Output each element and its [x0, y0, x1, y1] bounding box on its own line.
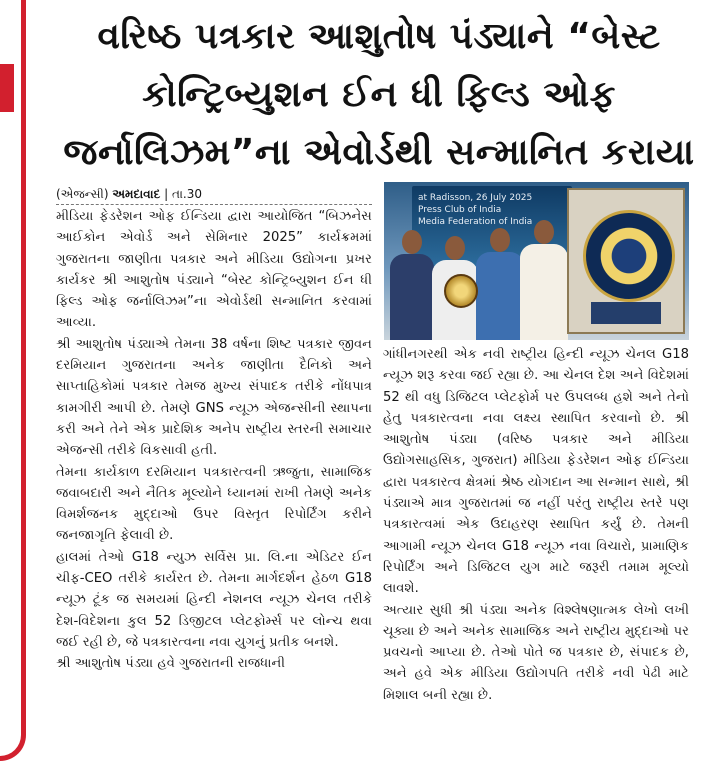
dateline-separator: | — [164, 187, 169, 201]
page-edge-border — [0, 0, 26, 761]
person-figure — [520, 220, 568, 340]
person-figure — [476, 228, 524, 340]
banner-line: at Radisson, 26 July 2025 — [418, 193, 533, 203]
headline: વરિષ્ઠ પત્રકાર આશુતોષ પંડ્યાને “બેસ્ટ કોન્ટ્રિબ્યુશન ઈન ધી ફિલ્ડ ઓફ જર્નાલિઝમ”ના એવોર્ડથી સન્માનિત કરાયા — [63, 16, 695, 173]
city-label: અમદાવાદ — [112, 187, 161, 201]
agency-label: (એજન્સી) — [56, 187, 109, 201]
paragraph: શ્રી આશુતોષ પંડ્યા હવે ગુજરાતની રાજધાની — [56, 656, 286, 672]
award-plaque-inset — [567, 188, 685, 334]
edge-color-tab — [0, 64, 14, 112]
paragraph: ગાંધીનગરથી એક નવી રાષ્ટ્રીય હિન્દી ન્યૂઝ ચેનલ G18 ન્યૂઝ શરૂ કરવા જઈ રહ્યા છે. આ ચેનલ દેશ અને વિદેશમાં 52 થી વધુ ડિજિટલ પ્લેટફોર્મ પર ઉપલબ્ધ હશે અને તેનો હેતુ પત્રકારત્વના નવા લક્ષ્ય સ્થાપિત કરવાનો છે. શ્રી આશુતોષ પંડ્યા (વરિષ્ઠ પત્રકાર અને મીડિયા ઉદ્યોગસાહસિક, ગુજરાત) મીડિયા ફેડરેશન ઓફ ઈન્ડિયા દ્વારા પત્રકારત્વ ક્ષેત્રમાં શ્રેષ્ઠ યોગદાન આ સન્માન સાથે, શ્રી પંડ્યાએ માત્ર ગુજરાતમાં જ નહીં પરંતુ રાષ્ટ્રીય સ્તરે પણ પત્રકારત્વમાં એક ઉદાહરણ સ્થાપિત કર્યું છે. તેમની આગામી ન્યૂઝ ચેનલ G18 ન્યૂઝ નવા વિચારો, પ્રામાણિક રિપોર્ટિંગ અને ડિજિટલ યુગ માટે જરૂરી તમામ મૂલ્યો લાવશે. — [383, 347, 689, 597]
article-column-1 — [56, 206, 372, 675]
plaque-nameplate — [591, 302, 661, 324]
award-ceremony-photo — [384, 182, 689, 340]
banner-line: Press Club of India — [418, 205, 502, 215]
person-figure — [390, 230, 434, 340]
date-label: તા.30 — [171, 187, 202, 201]
article-column-2 — [383, 344, 689, 706]
federation-seal-icon — [583, 210, 675, 302]
paragraph: તેમના કાર્યકાળ દરમિયાન પત્રકારત્વની ઋજુતા, સામાજિક જવાબદારી અને નૈતિક મૂલ્યોને ધ્યાનમાં રાખી તેમણે અનેક વિમર્શજનક મુદ્દાઓ ઉપર વિસ્તૃત રિપોર્ટિંગ કરીને જનજાગૃતિ ફેલાવી છે. — [56, 464, 372, 544]
paragraph: શ્રી આશુતોષ પંડ્યાએ તેમના 38 વર્ષના શિષ્ટ પત્રકાર જીવન દરમિયાન ગુજરાતના અનેક જાણીતા દૈનિકો અને સાપ્તાહિકોમાં પત્રકાર તેમજ મુખ્ય સંપાદક તરીકે નોંધપાત્ર કામગીરી આપી છે. તેમણે GNS ન્યૂઝ એજન્સીની સ્થાપના કરી અને તેને એક પ્રાદેશિક અનેપ રાષ્ટ્રીય સ્તરની સમાચાર એજન્સી તરીકે વિકસાવી હતી. — [56, 336, 372, 459]
paragraph: હાલમાં તેઓ G18 ન્યુઝ સર્વિસ પ્રા. લિ.ના એડિટર ઈન ચીફ-CEO તરીકે કાર્યરત છે. તેમના માર્ગદર્શન હેઠળ G18 ન્યૂઝ ટૂંક જ સમયમાં હિન્દી નેશનલ ન્યૂઝ ચેનલ તરીકે દેશ-વિદેશના કુલ 52 ડિજીટલ પ્લેટફોર્મ્સ પર લોન્ચ થવા જઈ રહી છે, જે પત્રકારત્વના નવા યુગનું પ્રતીક બનશે. — [56, 549, 372, 650]
paragraph: અત્યાર સુધી શ્રી પંડ્યા અનેક વિશ્લેષણાત્મક લેખો લખી ચૂક્યા છે અને અનેક સામાજિક અને રાષ્ટ્રીય મુદ્દાઓ પર પ્રવચનો આપ્યા છે. તેઓ પોતે જ પત્રકાર છે, સંપાદક છે, અને હવે એક મીડિયા ઉદ્યોગપતિ તરીકે નવી પેઢી માટે મિશાલ બની રહ્યા છે. — [383, 602, 689, 703]
award-trophy — [444, 274, 478, 308]
banner-line: Media Federation of India — [418, 217, 533, 227]
dateline — [56, 187, 372, 205]
paragraph: મીડિયા ફેડરેશન ઓફ ઈન્ડિયા દ્વારા આયોજિત “બિઝનેસ આઈકોન એવોર્ડ અને સેમિનાર 2025” કાર્યક્રમમાં ગુજરાતના જાણીતા પત્રકાર અને મીડિયા ઉદ્યોગના પ્રખર કાર્યકર શ્રી આશુતોષ પંડ્યાને “બેસ્ટ કોન્ટ્રિબ્યુશન ઈન ધી ફિલ્ડ ઓફ જર્નાલિઝમ”ના એવોર્ડથી સન્માનિત કરવામાં આવ્યા. — [56, 209, 372, 331]
